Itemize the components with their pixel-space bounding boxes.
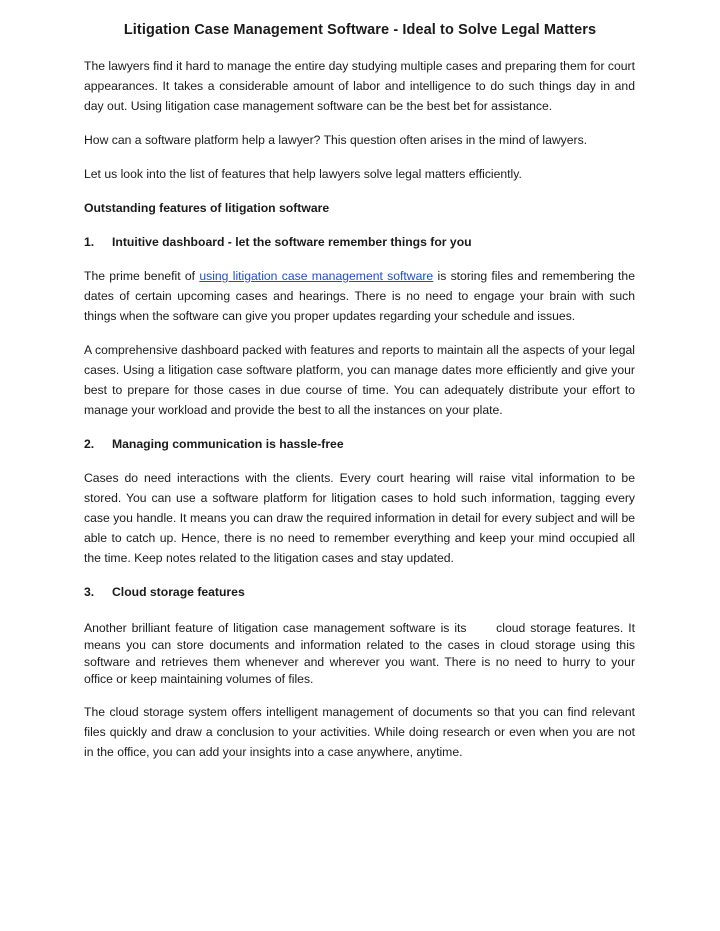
section-2-title: Managing communication is hassle-free — [112, 437, 344, 451]
software-link[interactable]: using litigation case management software — [199, 269, 434, 283]
section-1-paragraph-2: A comprehensive dashboard packed with features and reports to maintain all the aspects of your legal cases. Using a litigation case software platform, you can manage dates more efficiently and give your best to prepare for those cases in due course of time. You can adequately distribute your effort to manage your workload and provide the best to all the instances on your plate. — [84, 343, 635, 417]
section-3-paragraph-1: Another brilliant feature of litigation case management software is its cloud storage features. It means you can store documents and information related to the cases in cloud storage using this software and retrieves them whenever and wherever you want. There is no need to hurry to your office or keep maintaining volumes of files. — [84, 621, 639, 686]
section-1-text-before-link: The prime benefit of — [84, 269, 200, 283]
section-3-title: Cloud storage features — [112, 585, 245, 599]
section-1-paragraph-1 — [84, 266, 635, 326]
section-1-title: Intuitive dashboard - let the software remember things for you — [112, 235, 472, 249]
section-3-heading — [84, 582, 635, 602]
document-page — [84, 22, 639, 776]
features-heading: Outstanding features of litigation software — [84, 201, 330, 215]
section-1-number: 1. — [84, 235, 95, 249]
section-2-number: 2. — [84, 437, 95, 451]
section-3-number: 3. — [84, 585, 95, 599]
section-2-paragraph-1: Cases do need interactions with the clients. Every court hearing will raise vital information to be stored. You can use a software platform for litigation cases to hold such information, tagging every case you handle. It means you can draw the required information in detail for every subject and will be able to catch up. Hence, there is no need to remember everything and keep your mind occupied all the time. Keep notes related to the litigation cases and stay updated. — [84, 471, 635, 565]
intro-paragraph-2: How can a software platform help a lawyer? This question often arises in the mind of lawyers. — [84, 133, 588, 147]
section-1-heading — [84, 232, 635, 252]
document-title: Litigation Case Management Software - Ideal to Solve Legal Matters — [123, 22, 597, 38]
section-3-paragraph-2: The cloud storage system offers intelligent management of documents so that you can find relevant files quickly and draw a conclusion to your activities. While doing research or even when you are not in the office, you can add your insights into a case anywhere, anytime. — [84, 705, 635, 759]
section-2-heading — [84, 434, 635, 454]
section-1-text-after-link: is storing files and remembering the dates of certain upcoming cases and hearings. There is no need to engage your brain with such things when the software can give you proper updates regarding your schedule and issues. — [84, 269, 635, 323]
intro-paragraph-3: Let us look into the list of features that help lawyers solve legal matters efficiently. — [84, 167, 522, 181]
intro-paragraph-1: The lawyers find it hard to manage the entire day studying multiple cases and preparing them for court appearances. It takes a considerable amount of labor and intelligence to do such things day in and day out. Using litigation case management software can be the best bet for assistance. — [84, 59, 635, 113]
